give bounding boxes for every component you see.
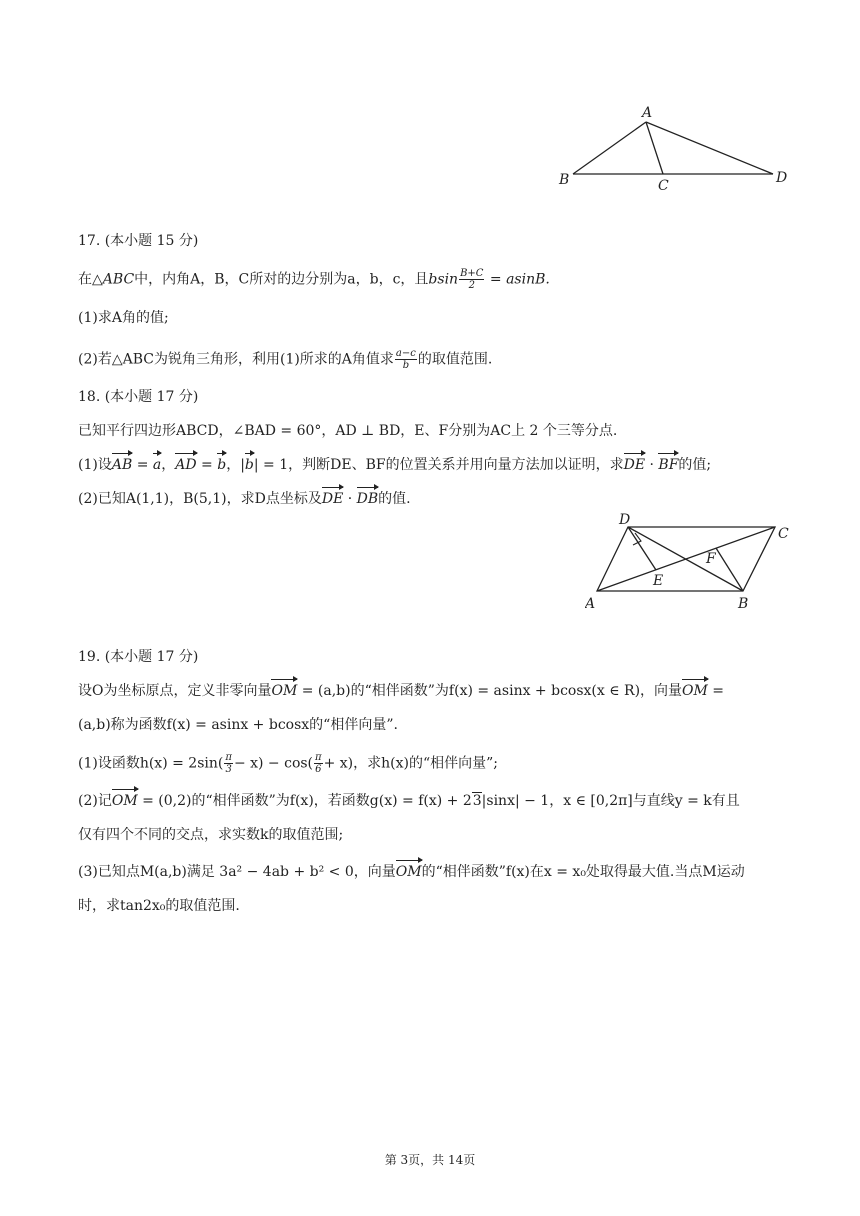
vector-bf: BF <box>658 457 679 473</box>
q19-p1-a: (1)设函数h(x) = 2sin( <box>78 755 224 772</box>
q19-l1-a: 设O为坐标原点，定义非零向量 <box>78 683 272 699</box>
q17-expr-right: = asinB. <box>485 271 550 288</box>
q19-line1 <box>78 681 724 701</box>
q17-stem <box>78 268 550 291</box>
figure1-label-b: B <box>559 172 570 188</box>
triangle-figure <box>550 100 800 195</box>
figure2-label-d: D <box>619 512 631 528</box>
q19-p2-b: = (0,2)的“相伴函数”为f(x)，若函数g(x) = f(x) + 2 <box>137 793 472 809</box>
vector-om-2: OM <box>682 683 708 699</box>
q19-p1-c: + x)，求h(x)的“相伴向量”; <box>323 755 499 772</box>
parallelogram-figure <box>585 510 800 615</box>
vector-de: DE <box>623 457 646 473</box>
vector-de-2: DE <box>321 491 344 507</box>
q17-p2-mid: ABC为锐角三角形，利用(1)所求的A角值求 <box>122 351 394 368</box>
q19-p1-frac1 <box>224 752 233 775</box>
q17-header: 17. (本小题 15 分) <box>78 233 199 249</box>
q17-stem-abc: ABC <box>102 271 135 288</box>
q19-line2: (a,b)称为函数f(x) = asinx + bcosx的“相伴向量”. <box>78 717 398 733</box>
q18-header: 18. (本小题 17 分) <box>78 389 199 405</box>
q19-part2-line2: 仅有四个不同的交点，求实数k的取值范围; <box>78 827 344 843</box>
figure2-label-f: F <box>706 551 716 567</box>
q18-p2-a: (2)已知A(1,1)，B(5,1)，求D点坐标及 <box>78 491 322 507</box>
figure2-label-c: C <box>778 526 789 542</box>
q18-p2-b: · <box>343 491 357 507</box>
q17-frac-den: 2 <box>468 280 475 291</box>
q17-part1: (1)求A角的值; <box>78 310 169 326</box>
q17-frac-num: B+C <box>460 268 484 279</box>
q19-part1 <box>78 752 498 775</box>
q18-p1-a: (1)设 <box>78 457 112 473</box>
figure1-label-d: D <box>776 170 788 186</box>
q17-part2 <box>78 348 492 371</box>
vector-ab: AB <box>111 457 133 473</box>
vector-om-3: OM <box>111 793 138 809</box>
q19-header: 19. (本小题 17 分) <box>78 649 199 665</box>
q19-p2-c: |sinx| − 1，x ∈ [0,2π]与直线y = k有且 <box>481 793 740 809</box>
sqrt-three: 3 <box>472 793 482 809</box>
q19-p1-frac2-den: 6 <box>315 764 322 775</box>
q18-p1-d: = <box>196 457 218 473</box>
vector-b: b <box>217 457 227 473</box>
q19-part3-line2: 时，求tan2x₀的取值范围. <box>78 898 240 914</box>
q18-p1-b: = <box>132 457 153 473</box>
q17-stem-prefix: 在△ <box>78 271 103 288</box>
q18-p1-f: | = 1，判断DE、BF的位置关系并用向量方法加以证明，求 <box>253 457 624 473</box>
q19-p1-frac1-num: π <box>225 752 232 763</box>
figure2-label-b: B <box>738 596 749 612</box>
q19-p1-frac1-den: 3 <box>225 764 232 775</box>
q17-p2-frac-den: b <box>402 360 410 371</box>
q19-p3-b: 的“相伴函数”f(x)在x = x₀处取得最大值.当点M运动 <box>421 864 745 880</box>
vector-b-abs: b <box>244 457 254 473</box>
q18-p1-h: 的值; <box>678 457 712 473</box>
vector-om: OM <box>271 683 298 699</box>
q18-p1-e: ，| <box>226 457 245 473</box>
figure1-label-c: C <box>658 178 669 194</box>
q19-p1-frac2 <box>314 752 323 775</box>
page-footer: 第 3页，共 14页 <box>384 1153 476 1167</box>
q19-l1-c: = <box>707 683 725 699</box>
q19-p3-a: (3)已知点M(a,b)满足 3a² − 4ab + b² < 0，向量 <box>78 864 396 880</box>
figure2-label-a: A <box>585 596 596 612</box>
vector-ad: AD <box>175 457 197 473</box>
q19-p1-b: − x) − cos( <box>233 755 314 772</box>
q17-p2-frac-num: a−c <box>395 348 416 359</box>
q17-p2-suffix: 的取值范围. <box>417 351 493 368</box>
q17-fraction <box>459 268 484 291</box>
vector-om-4: OM <box>395 864 422 880</box>
figure2-label-e: E <box>653 573 664 589</box>
q19-p1-frac2-num: π <box>315 752 322 763</box>
q18-p1-c: ， <box>161 457 176 473</box>
q18-part1 <box>78 455 711 475</box>
q18-stem: 已知平行四边形ABCD，∠BAD = 60°，AD ⊥ BD，E、F分别为AC上 2 个三等分点. <box>78 423 618 439</box>
q18-part2 <box>78 489 411 509</box>
q19-part3 <box>78 862 745 882</box>
q18-p1-g: · <box>645 457 659 473</box>
q19-l1-b: = (a,b)的“相伴函数”为f(x) = asinx + bcosx(x ∈ R)，向量 <box>297 683 683 699</box>
q19-p2-a: (2)记 <box>78 793 112 809</box>
q19-part2 <box>78 791 740 811</box>
q17-expr-left: bsin <box>428 271 459 288</box>
q17-stem-mid: 中，内角A，B，C所对的边分别为a，b，c，且 <box>134 271 429 288</box>
figure1-label-a: A <box>642 105 653 121</box>
vector-a: a <box>152 457 162 473</box>
q17-p2-fraction <box>395 348 417 371</box>
q18-p2-c: 的值. <box>378 491 411 507</box>
q17-p2-prefix: (2)若△ <box>78 351 123 368</box>
vector-db: DB <box>356 491 379 507</box>
